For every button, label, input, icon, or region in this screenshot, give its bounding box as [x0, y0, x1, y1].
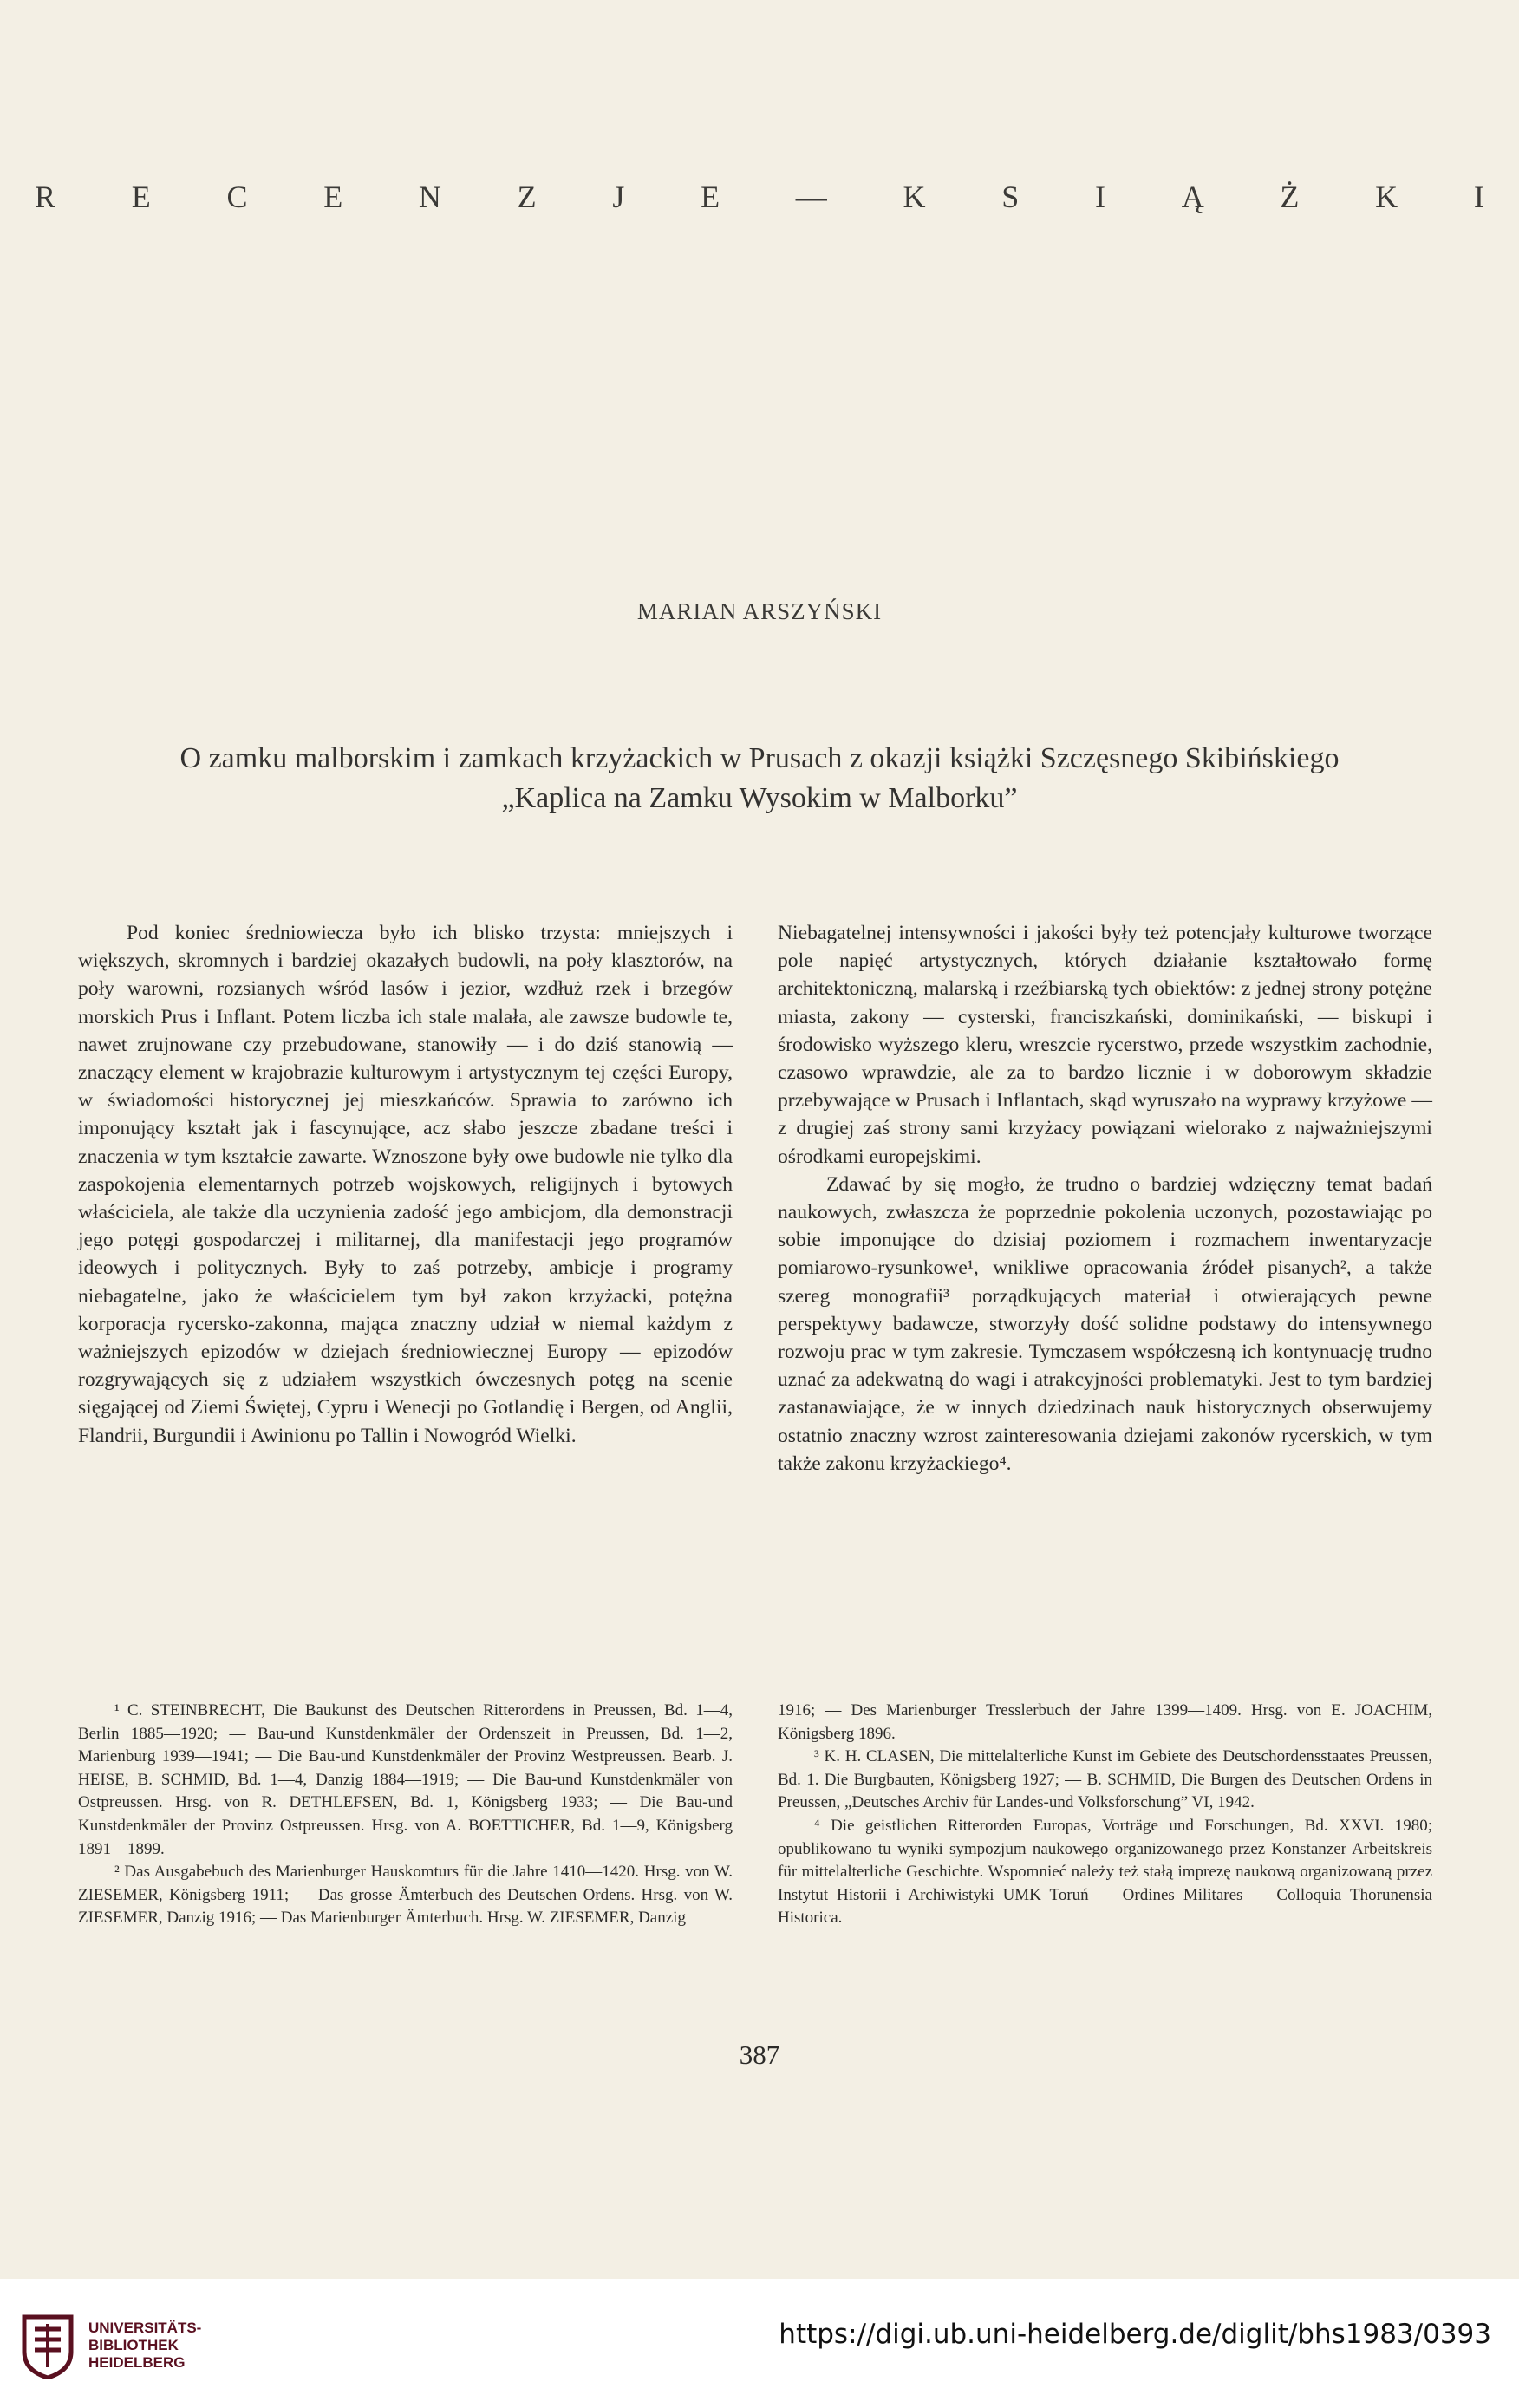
header-letter: E — [323, 179, 343, 214]
header-letter: K — [903, 179, 926, 214]
header-letter: Z — [517, 179, 537, 214]
footnotes-column-right — [778, 1700, 1432, 1930]
footnote: ⁴ Die geistlichen Ritterorden Europas, Vorträge und Forschungen, Bd. XXVI. 1980; opublikowano tu wyniki sympozjum naukowego organizowanego przez Konstanzer Arbeitskreis für mittelalterliche Geschichte. Wspomnieć należy też stałą imprezę naukową organizowaną przez Instytut Historii i Archiwistyki UMK Toruń — Ordines Militares — Colloquia Thorunensia Historica. — [778, 1816, 1432, 1928]
title-line-1: O zamku malborskim i zamkach krzyżackich w Prusach z okazji książki Szczęsnego Skibińskiego — [179, 742, 1340, 774]
header-letter: R — [35, 179, 56, 214]
library-footer — [0, 2279, 1519, 2408]
section-header — [35, 179, 1484, 215]
header-letter: E — [131, 179, 151, 214]
header-letter: S — [1001, 179, 1020, 214]
footnote: ² Das Ausgabebuch des Marienburger Hauskomturs für die Jahre 1410—1420. Hrsg. von W. ZIESEMER, Königsberg 1911; — Das grosse Ämterbuch des Deutschen Ordens. Hrsg. von W. ZIESEMER, Danzig 1916; — Das Marienburger Ämterbuch. Hrsg. W. ZIESEMER, Danzig — [78, 1863, 733, 1928]
footnotes — [78, 1700, 1432, 1930]
body-column-left — [78, 919, 733, 1478]
header-letter: I — [1473, 179, 1484, 214]
library-name-line: BIBLIOTHEK — [88, 2337, 179, 2353]
article-body — [78, 919, 1432, 1478]
paragraph: Zdawać by się mogło, że trudno o bardziej wdzięczny temat badań naukowych, zwłaszcza że poprzednie pokolenia uczonych, pozostawiając po sobie imponujące do dzisiaj poziomem i rozmachem inwentaryzacje pomiarowo-rysunkowe¹, wnikliwe opracowania źródeł pisanych², a także szereg monografii³ porządkujących materiał i otwierających pewne perspektywy badawcze, stworzyły dość solidne podstawy do intensywnego rozwoju prac w tym zakresie. Tymczasem współczesną ich kontynuację trudno uznać za adekwatną do wagi i atrakcyjności problematyki. Jest to tym bardziej zastanawiające, że w innych dziedzinach nauk historycznych obserwujemy ostatnio znaczny wzrost zainteresowania dziejami zakonów rycerskich, w tym także zakonu krzyżackiego⁴. — [778, 1172, 1432, 1475]
footnotes-column-left — [78, 1700, 733, 1930]
author-name: MARIAN ARSZYŃSKI — [636, 598, 883, 624]
article-title — [35, 739, 1484, 819]
header-letter: E — [701, 179, 720, 214]
library-name-line: UNIVERSITÄTS- — [88, 2320, 202, 2336]
paragraph: Niebagatelnej intensywności i jakości były też potencjały kulturowe tworzące pole napięć artystycznych, których działanie kształtowało formę architektoniczną, malarską i rzeźbiarską tych obiektów: z jednej strony potężne miasta, zakony — cysterski, franciszkański, dominikański, — biskupi i środowisko wyższego kleru, wreszcie rycerstwo, przede wszystkim zachodnie, czasowo wprawdzie, ale za to bardzo licznie i w doborowym składzie przebywające w Prusach i Inflantach, skąd wyruszało na wyprawy krzyżowe — z drugiej zaś strony sami krzyżacy powiązani wielorako z najważniejszymi ośrodkami europejskimi. — [778, 922, 1432, 1168]
header-letter: K — [1375, 179, 1398, 214]
footnote: ¹ C. STEINBRECHT, Die Baukunst des Deutschen Ritterordens in Preussen, Bd. 1—4, Berlin 1885—1920; — Bau-und Kunstdenkmäler der Ordenszeit in Preussen, Bd. 1—2, Marienburg 1939—1941; — Die Bau-und Kunstdenkmäler der Provinz Westpreussen. Bearb. J. HEISE, B. SCHMID, Bd. 1—4, Danzig 1884—1919; — Die Bau-und Kunstdenkmäler von Ostpreussen. Hrsg. von R. DETHLEFSEN, Bd. 1, Königsberg 1933; — Die Bau-und Kunstdenkmäler der Provinz Ostpreussen. Hrsg. von A. BOETTICHER, Bd. 1—9, Königsberg 1891—1899. — [78, 1701, 733, 1858]
page-number: 387 — [739, 2039, 780, 2070]
header-letter: N — [418, 179, 441, 214]
header-letter: C — [226, 179, 248, 214]
header-dash: — — [795, 179, 827, 214]
library-logo[interactable] — [19, 2312, 201, 2379]
header-letter: I — [1094, 179, 1105, 214]
library-seal-icon — [19, 2312, 76, 2379]
source-url-link[interactable]: https://digi.ub.uni-heidelberg.de/diglit/bhs1983/0393 — [779, 2319, 1491, 2350]
paragraph: Pod koniec średniowiecza było ich blisko trzysta: mniejszych i większych, skromnych i bardziej okazałych budowli, na poły klasztorów, na poły warowni, rozsianych wśród lasów i jezior, wzdłuż rzek i brzegów morskich Prus i Inflant. Potem liczba ich stale malała, ale zawsze budowle te, nawet zrujnowane czy przebudowane, stanowiły — i do dziś stanowią — znaczący element w krajobrazie kulturowym i artystycznym tej części Europy, w świadomości historycznej jej mieszkańców. Sprawia to zarówno ich imponujący kształt jak i fascynujące, acz słabo jeszcze zbadane treści i znaczenia w tym kształcie zawarte. Wznoszone były owe budowle nie tylko dla zaspokojenia elementarnych potrzeb wojskowych, religijnych i bytowych właściciela, ale także dla uczynienia zadość jego ambicjom, dla demonstracji jego potęgi gospodarczej i militarnej, dla manifestacji jego programów ideowych i politycznych. Były to zaś potrzeby, ambicje i programy niebagatelne, jako że właścicielem tym był zakon krzyżacki, potężna korporacja rycersko-zakonna, mająca znaczny udział w niemal każdym z ważniejszych epizodów w dziejach średniowiecznej Europy — epizodów rozgrywających się z udziałem wszystkich ówczesnych potęg na scenie sięgającej od Ziemi Świętej, Cypru i Wenecji po Gotlandię i Bergen, od Anglii, Flandrii, Burgundii i Awinionu po Tallin i Nowogród Wielki. — [78, 922, 733, 1447]
library-name — [88, 2320, 201, 2372]
header-letter: Ż — [1280, 179, 1300, 214]
body-column-right — [778, 919, 1432, 1478]
header-letter: Ą — [1181, 179, 1204, 214]
library-name-line: HEIDELBERG — [88, 2354, 186, 2371]
footnote: 1916; — Des Marienburger Tresslerbuch der Jahre 1399—1409. Hrsg. von E. JOACHIM, Königsberg 1896. — [778, 1701, 1432, 1743]
footnote: ³ K. H. CLASEN, Die mittelalterliche Kunst im Gebiete des Deutschordensstaates Preussen, Bd. 1. Die Burgbauten, Königsberg 1927; — B. SCHMID, Die Burgen des Deutschen Ordens in Preussen, „Deutsches Archiv für Landes-und Volksforschung” VI, 1942. — [778, 1747, 1432, 1812]
title-line-2: „Kaplica na Zamku Wysokim w Malborku” — [501, 782, 1018, 814]
header-letter: J — [612, 179, 625, 214]
